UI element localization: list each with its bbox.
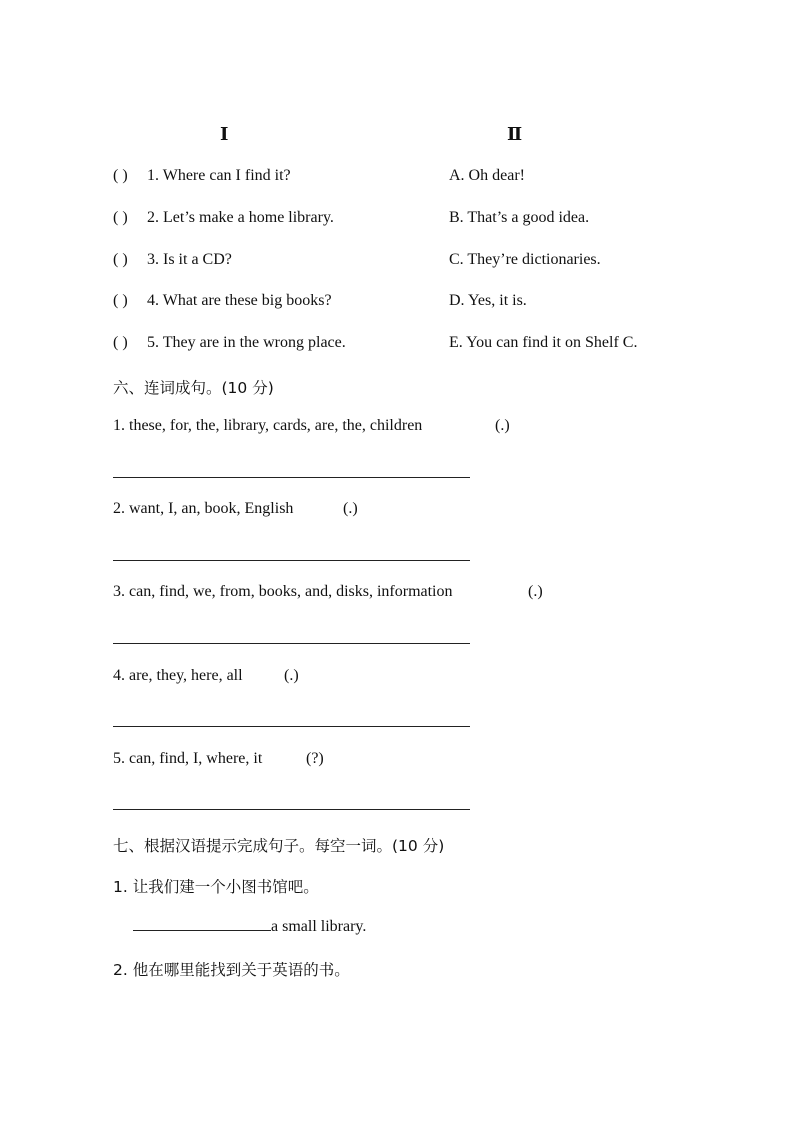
section-6-title: 六、连词成句。(10 分) <box>113 379 274 397</box>
punctuation-hint: (.) <box>495 417 510 434</box>
question-text: 5. They are in the wrong place. <box>147 334 346 351</box>
answer-blank[interactable]: ( ) <box>113 334 128 351</box>
answer-option: D. Yes, it is. <box>449 292 527 309</box>
question-text: 4. What are these big books? <box>147 292 332 309</box>
section-7-title: 七、根据汉语提示完成句子。每空一词。(10 分) <box>113 837 445 855</box>
answer-line[interactable] <box>113 643 470 644</box>
translation-prompt: 1. 让我们建一个小图书馆吧。 <box>113 878 319 896</box>
answer-option: C. They’re dictionaries. <box>449 251 601 268</box>
question-text: 3. Is it a CD? <box>147 251 232 268</box>
answer-blank[interactable]: ( ) <box>113 292 128 309</box>
punctuation-hint: (.) <box>343 500 358 517</box>
fill-blank[interactable] <box>133 916 271 931</box>
answer-blank[interactable]: ( ) <box>113 167 128 184</box>
punctuation-hint: (.) <box>284 667 299 684</box>
translation-prompt: 2. 他在哪里能找到关于英语的书。 <box>113 961 350 979</box>
scramble-question: 2. want, I, an, book, English <box>113 500 294 517</box>
answer-line[interactable] <box>113 809 470 810</box>
translation-answer-row <box>133 916 366 936</box>
scramble-question: 3. can, find, we, from, books, and, disks, information <box>113 583 453 600</box>
punctuation-hint: (.) <box>528 583 543 600</box>
answer-line[interactable] <box>113 726 470 727</box>
answer-option: E. You can find it on Shelf C. <box>449 334 638 351</box>
column-header-2: Ⅱ <box>507 124 523 144</box>
answer-blank[interactable]: ( ) <box>113 209 128 226</box>
question-text: 1. Where can I find it? <box>147 167 291 184</box>
column-header-1: Ⅰ <box>220 124 229 144</box>
scramble-question: 5. can, find, I, where, it <box>113 750 263 767</box>
scramble-question: 1. these, for, the, library, cards, are, the, children <box>113 417 423 434</box>
answer-line[interactable] <box>113 477 470 478</box>
answer-option: A. Oh dear! <box>449 167 525 184</box>
scramble-question: 4. are, they, here, all <box>113 667 243 684</box>
question-text: 2. Let’s make a home library. <box>147 209 334 226</box>
answer-option: B. That’s a good idea. <box>449 209 590 226</box>
answer-line[interactable] <box>113 560 470 561</box>
answer-blank[interactable]: ( ) <box>113 251 128 268</box>
punctuation-hint: (?) <box>306 750 324 767</box>
answer-suffix: a small library. <box>271 918 367 935</box>
